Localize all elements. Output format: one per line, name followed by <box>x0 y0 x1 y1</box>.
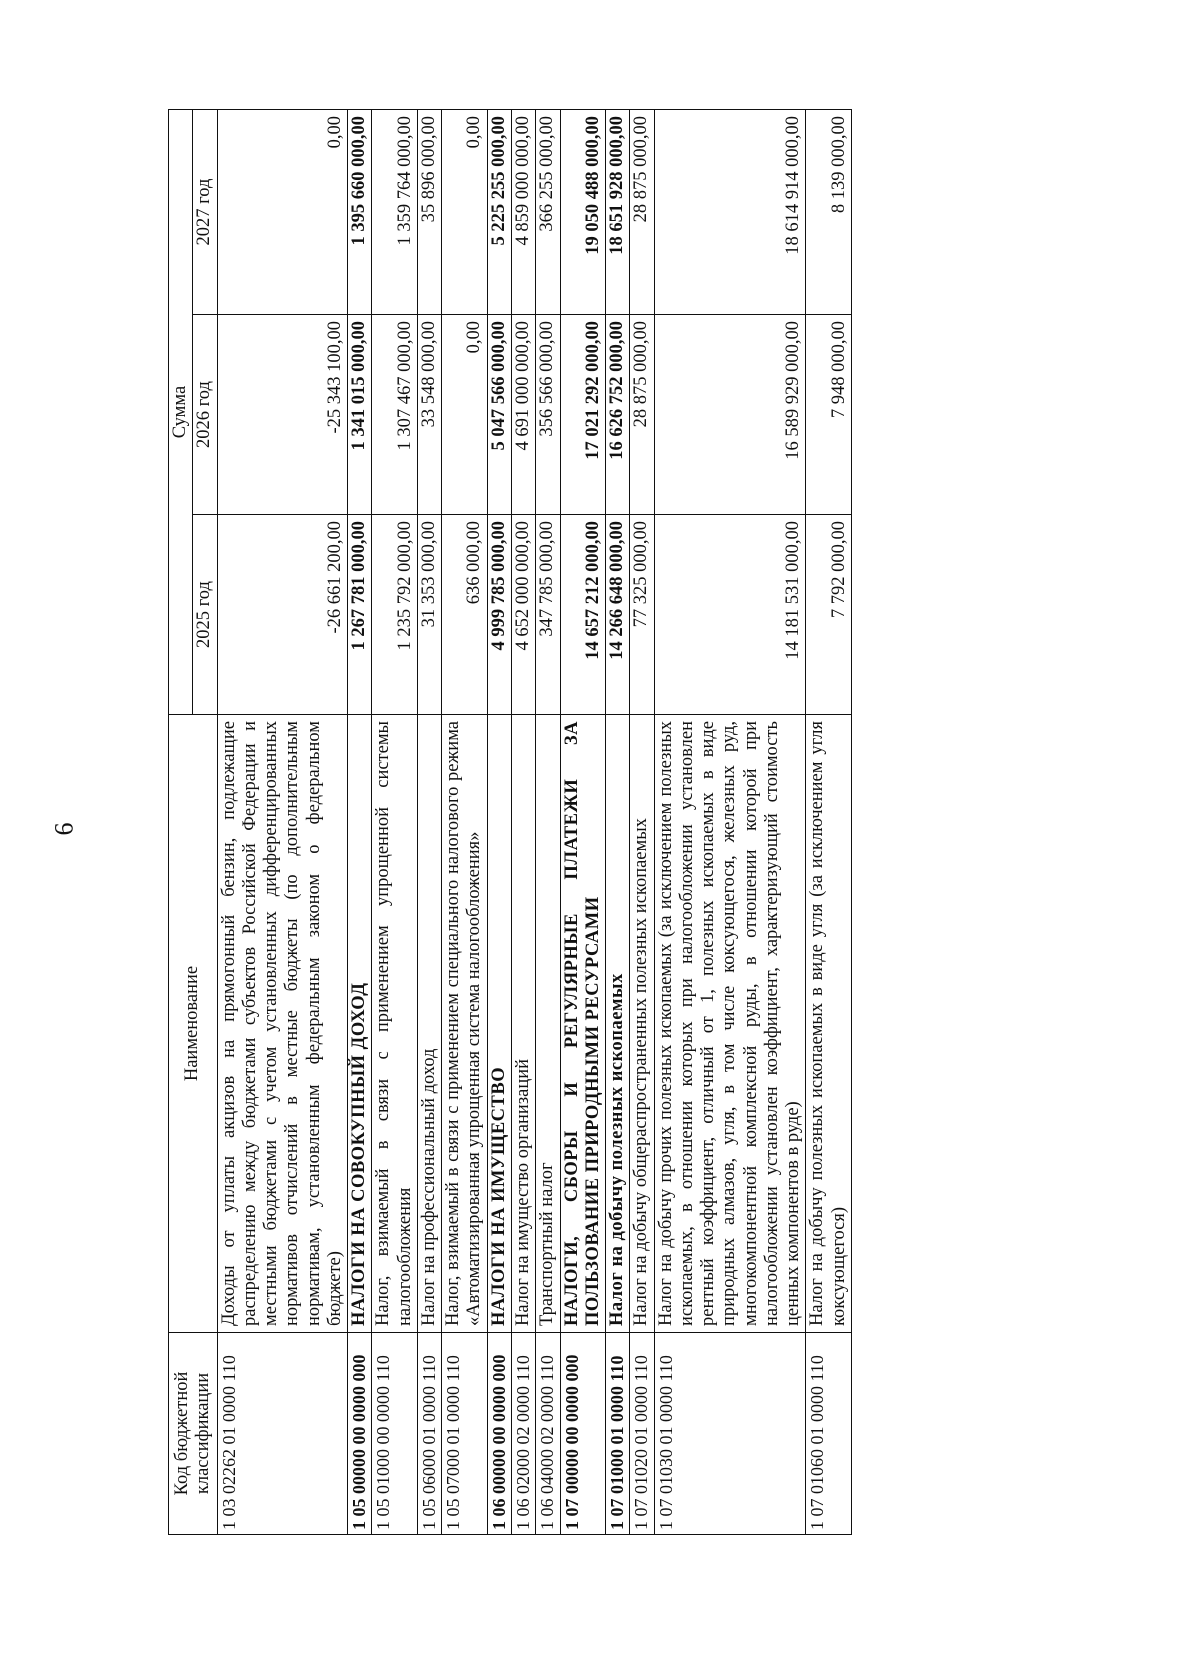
row-value-2027: 18 651 928 000,00 <box>606 110 630 315</box>
row-value-2025: 14 657 212 000,00 <box>560 515 606 715</box>
row-value-2025: 77 325 000,00 <box>630 515 654 715</box>
table-row <box>560 110 606 1535</box>
budget-table <box>168 109 852 1535</box>
row-value-2025: 7 792 000,00 <box>806 515 852 715</box>
row-value-2025: -26 661 200,00 <box>217 515 348 715</box>
table-row <box>630 110 654 1535</box>
row-name: Налог на профессиональный доход <box>417 715 441 1333</box>
row-value-2027: 8 139 000,00 <box>806 110 852 315</box>
row-name: НАЛОГИ НА СОВОКУПНЫЙ ДОХОД <box>348 715 372 1333</box>
header-code: Код бюджетной классификации <box>169 1333 218 1535</box>
row-value-2025: 14 181 531 000,00 <box>654 515 806 715</box>
row-code: 1 05 06000 01 0000 110 <box>417 1333 441 1535</box>
table-row <box>536 110 560 1535</box>
row-value-2026: 1 307 467 000,00 <box>372 315 418 515</box>
page-number: 6 <box>49 822 79 836</box>
row-value-2025: 14 266 648 000,00 <box>606 515 630 715</box>
header-row <box>169 110 193 1535</box>
table-body <box>217 110 851 1535</box>
header-year-2025: 2025 год <box>193 515 217 715</box>
row-code: 1 05 07000 01 0000 110 <box>442 1333 488 1535</box>
rotated-table-container <box>168 110 1058 1535</box>
row-name: Налог на добычу прочих полезных ископаемых (за исключением полезных ископаемых, в отношении которых при налогообложении установлен рентный коэффициент, отличный от 1, полезных ископаемых в виде природных алмазов, угля, в том числе коксующегося, железных руд, многокомпонентной комплексной руды, в отношении которой при налогообложении установлен коэффициент, характеризующий стоимость ценных компонентов в руде) <box>654 715 806 1333</box>
row-value-2026: 33 548 000,00 <box>417 315 441 515</box>
row-value-2027: 1 395 660 000,00 <box>348 110 372 315</box>
row-name: Доходы от уплаты акцизов на прямогонный бензин, подлежащие распределению между бюджетами субъектов Российской Федерации и местными бюджетами с учетом установленных дифференцированных нормативов отчислений в местные бюджеты (по дополнительным нормативам, установленным федеральным законом о федеральном бюджете) <box>217 715 348 1333</box>
row-name: Налог на добычу общераспространенных полезных ископаемых <box>630 715 654 1333</box>
row-code: 1 03 02262 01 0000 110 <box>217 1333 348 1535</box>
row-code: 1 07 01030 01 0000 110 <box>654 1333 806 1535</box>
row-value-2027: 0,00 <box>217 110 348 315</box>
row-name: Налог, взимаемый в связи с применением упрощенной системы налогообложения <box>372 715 418 1333</box>
row-value-2027: 5 225 255 000,00 <box>487 110 511 315</box>
header-name: Наименование <box>169 715 218 1333</box>
header-sum: Сумма <box>169 110 193 715</box>
row-name: Налог, взимаемый в связи с применением специального налогового режима «Автоматизированная упрощенная система налогообложения» <box>442 715 488 1333</box>
row-value-2026: 7 948 000,00 <box>806 315 852 515</box>
row-value-2025: 636 000,00 <box>442 515 488 715</box>
row-value-2026: 28 875 000,00 <box>630 315 654 515</box>
row-name: Транспортный налог <box>536 715 560 1333</box>
table-row <box>806 110 852 1535</box>
table-row <box>511 110 535 1535</box>
row-value-2027: 18 614 914 000,00 <box>654 110 806 315</box>
table-row <box>348 110 372 1535</box>
table-row <box>487 110 511 1535</box>
table-row <box>606 110 630 1535</box>
row-value-2027: 1 359 764 000,00 <box>372 110 418 315</box>
row-code: 1 06 00000 00 0000 000 <box>487 1333 511 1535</box>
row-name: НАЛОГИ, СБОРЫ И РЕГУЛЯРНЫЕ ПЛАТЕЖИ ЗА ПОЛЬЗОВАНИЕ ПРИРОДНЫМИ РЕСУРСАМИ <box>560 715 606 1333</box>
row-name: Налог на добычу полезных ископаемых <box>606 715 630 1333</box>
row-value-2027: 4 859 000 000,00 <box>511 110 535 315</box>
row-code: 1 06 04000 02 0000 110 <box>536 1333 560 1535</box>
row-code: 1 07 00000 00 0000 000 <box>560 1333 606 1535</box>
table-row <box>217 110 348 1535</box>
header-year-2026: 2026 год <box>193 315 217 515</box>
row-code: 1 07 01020 01 0000 110 <box>630 1333 654 1535</box>
row-value-2026: -25 343 100,00 <box>217 315 348 515</box>
row-code: 1 07 01000 01 0000 110 <box>606 1333 630 1535</box>
row-code: 1 06 02000 02 0000 110 <box>511 1333 535 1535</box>
row-value-2026: 0,00 <box>442 315 488 515</box>
row-value-2025: 4 999 785 000,00 <box>487 515 511 715</box>
row-value-2025: 347 785 000,00 <box>536 515 560 715</box>
row-code: 1 07 01060 01 0000 110 <box>806 1333 852 1535</box>
row-code: 1 05 01000 00 0000 110 <box>372 1333 418 1535</box>
row-value-2027: 28 875 000,00 <box>630 110 654 315</box>
table-row <box>654 110 806 1535</box>
row-value-2025: 4 652 000 000,00 <box>511 515 535 715</box>
row-name: Налог на имущество организаций <box>511 715 535 1333</box>
row-value-2027: 366 255 000,00 <box>536 110 560 315</box>
row-value-2026: 356 566 000,00 <box>536 315 560 515</box>
row-value-2026: 16 589 929 000,00 <box>654 315 806 515</box>
table-row <box>372 110 418 1535</box>
row-value-2027: 35 896 000,00 <box>417 110 441 315</box>
table-row <box>417 110 441 1535</box>
row-code: 1 05 00000 00 0000 000 <box>348 1333 372 1535</box>
row-value-2027: 0,00 <box>442 110 488 315</box>
row-value-2026: 1 341 015 000,00 <box>348 315 372 515</box>
row-name: НАЛОГИ НА ИМУЩЕСТВО <box>487 715 511 1333</box>
row-value-2026: 4 691 000 000,00 <box>511 315 535 515</box>
header-year-2027: 2027 год <box>193 110 217 315</box>
row-value-2025: 1 267 781 000,00 <box>348 515 372 715</box>
table-row <box>442 110 488 1535</box>
row-value-2026: 5 047 566 000,00 <box>487 315 511 515</box>
row-value-2027: 19 050 488 000,00 <box>560 110 606 315</box>
row-value-2026: 17 021 292 000,00 <box>560 315 606 515</box>
row-value-2025: 1 235 792 000,00 <box>372 515 418 715</box>
row-name: Налог на добычу полезных ископаемых в виде угля (за исключением угля коксующегося) <box>806 715 852 1333</box>
row-value-2026: 16 626 752 000,00 <box>606 315 630 515</box>
row-value-2025: 31 353 000,00 <box>417 515 441 715</box>
